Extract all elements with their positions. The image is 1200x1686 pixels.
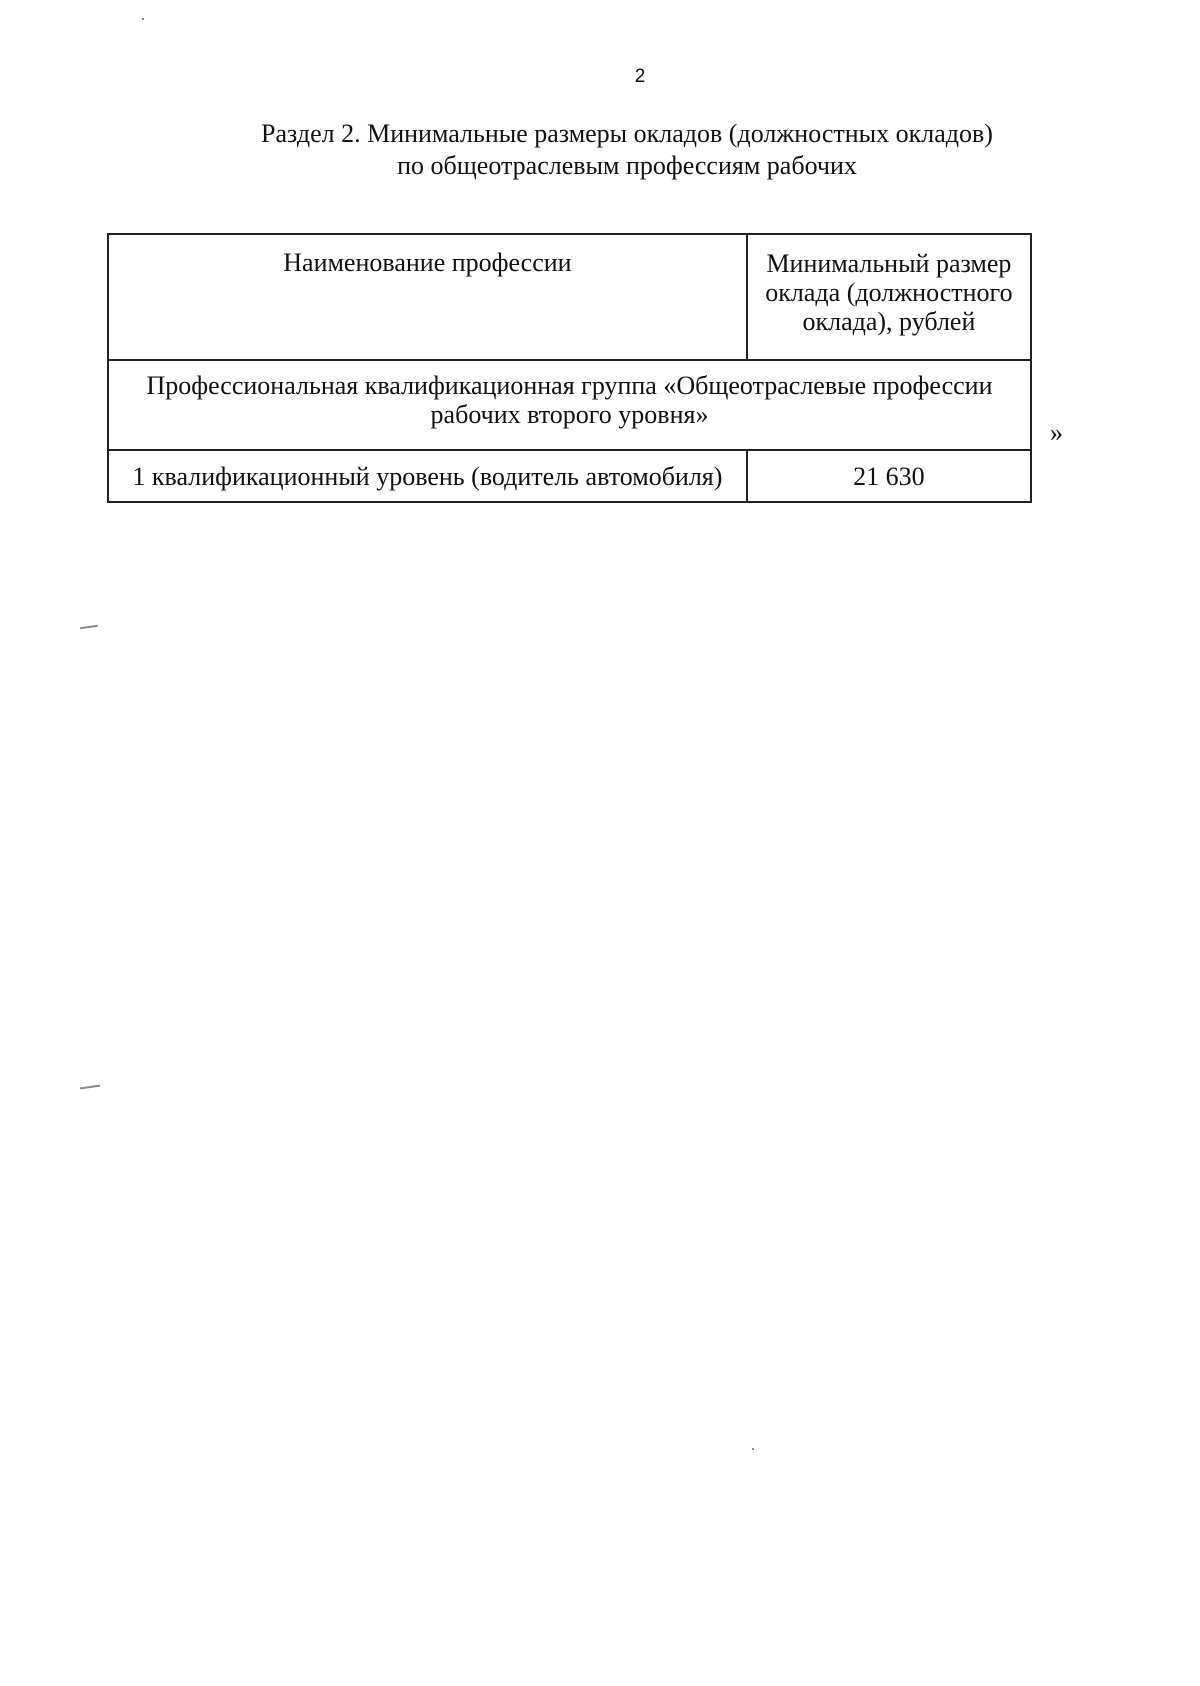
scan-mark xyxy=(80,1085,100,1090)
section-title xyxy=(237,118,1017,182)
header-minimum-salary: Минимальный размер оклада (должностного оклада), рублей xyxy=(747,234,1031,360)
table-group-row xyxy=(108,360,1031,450)
section-title-line-2: по общеотраслевым профессиям рабочих xyxy=(397,151,857,180)
group-title-line-2: рабочих второго уровня» xyxy=(430,400,709,429)
scan-speck xyxy=(142,18,144,20)
header-profession-name: Наименование профессии xyxy=(108,234,747,360)
scan-speck xyxy=(752,1448,754,1450)
group-title-line-1: Профессиональная квалификационная группа «Общеотраслевые профессии xyxy=(146,371,993,400)
qualification-group-title xyxy=(108,360,1031,450)
table-header-row xyxy=(108,234,1031,360)
section-title-line-1: Раздел 2. Минимальные размеры окладов (должностных окладов) xyxy=(261,119,993,148)
profession-name-cell: 1 квалификационный уровень (водитель автомобиля) xyxy=(108,450,747,502)
salary-table xyxy=(107,233,1032,503)
table-row xyxy=(108,450,1031,502)
scan-mark xyxy=(80,625,98,629)
closing-quote: » xyxy=(1050,418,1063,447)
page-number: 2 xyxy=(634,66,646,87)
salary-amount-cell: 21 630 xyxy=(747,450,1031,502)
